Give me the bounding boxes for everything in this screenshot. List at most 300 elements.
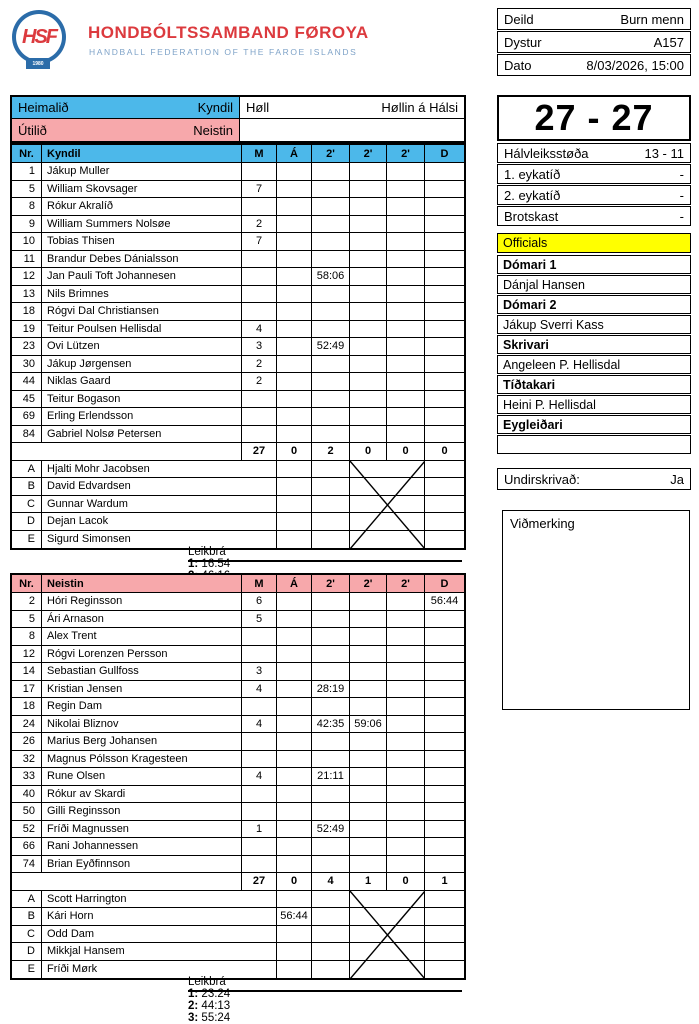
player-cell xyxy=(350,391,387,409)
player-cell xyxy=(242,733,277,751)
score-row xyxy=(497,143,691,163)
player-row xyxy=(12,663,464,681)
player-row xyxy=(12,733,464,751)
player-cell: 18 xyxy=(12,303,42,321)
player-cell xyxy=(277,251,312,269)
score-box xyxy=(497,95,691,227)
player-cell xyxy=(350,408,387,426)
player-cell xyxy=(350,838,387,856)
player-cell xyxy=(425,733,464,751)
official-name: Angeleen P. Hellisdal xyxy=(497,355,691,374)
player-cell: 14 xyxy=(12,663,42,681)
bench-row xyxy=(12,513,464,531)
info-value: A157 xyxy=(653,34,684,50)
info-label: Deild xyxy=(504,11,534,27)
player-name: Magnus Pólsson Kragesteen xyxy=(42,751,242,769)
player-cell xyxy=(387,838,425,856)
official-name: Heini P. Hellisdal xyxy=(497,395,691,414)
bench-cell xyxy=(312,926,350,944)
column-header: D xyxy=(425,575,464,593)
player-name: Erling Erlendsson xyxy=(42,408,242,426)
score-row-value: - xyxy=(679,208,684,224)
player-cell xyxy=(242,408,277,426)
player-row xyxy=(12,821,464,839)
official-role: Tíðtakari xyxy=(497,375,691,394)
player-cell xyxy=(425,233,464,251)
bench-cell xyxy=(425,513,464,531)
player-cell xyxy=(277,681,312,699)
player-cell: 56:44 xyxy=(425,593,464,611)
totals-cell: 2 xyxy=(312,443,350,461)
timeout-mark: 3: 55:24 xyxy=(188,1012,231,1024)
player-cell: 10 xyxy=(12,233,42,251)
player-cell xyxy=(425,303,464,321)
bench-cell: B xyxy=(12,478,42,496)
player-cell xyxy=(312,646,350,664)
player-cell: 5 xyxy=(12,611,42,629)
player-cell xyxy=(425,698,464,716)
player-cell: 66 xyxy=(12,838,42,856)
federation-logo xyxy=(10,8,74,74)
player-cell: 4 xyxy=(242,681,277,699)
player-name: Rune Olsen xyxy=(42,768,242,786)
bench-cell xyxy=(312,461,350,479)
player-cell xyxy=(312,628,350,646)
column-header: Neistin xyxy=(42,575,242,593)
player-cell xyxy=(277,646,312,664)
logo-year-banner: 1980 xyxy=(26,58,50,69)
player-cell xyxy=(277,698,312,716)
timeouts-label: Leikbrá xyxy=(188,546,226,558)
score-row-label: 1. eykatíð xyxy=(504,166,561,182)
player-cell xyxy=(242,268,277,286)
player-cell xyxy=(242,646,277,664)
bench-cell: E xyxy=(12,961,42,979)
player-name: Gilli Reginsson xyxy=(42,803,242,821)
player-cell: 2 xyxy=(242,373,277,391)
remarks-label: Viðmerking xyxy=(510,516,575,531)
official-role: Skrivari xyxy=(497,335,691,354)
player-row xyxy=(12,163,464,181)
signed-box xyxy=(497,468,691,490)
player-cell: 7 xyxy=(242,181,277,199)
bench-cell xyxy=(312,513,350,531)
player-name: Rógvi Dal Christiansen xyxy=(42,303,242,321)
totals-cell xyxy=(12,443,242,461)
player-cell xyxy=(350,698,387,716)
signed-value: Ja xyxy=(670,471,684,487)
player-cell: 32 xyxy=(12,751,42,769)
player-cell: 3 xyxy=(242,663,277,681)
player-name: Jákup Muller xyxy=(42,163,242,181)
totals-row xyxy=(12,873,464,891)
player-name: Nikolai Bliznov xyxy=(42,716,242,734)
player-cell: 2 xyxy=(242,216,277,234)
player-row xyxy=(12,356,464,374)
player-name: Jákup Jørgensen xyxy=(42,356,242,374)
player-cell xyxy=(425,163,464,181)
player-cell xyxy=(350,338,387,356)
bench-cell: D xyxy=(12,513,42,531)
player-cell: 4 xyxy=(242,768,277,786)
player-row xyxy=(12,338,464,356)
player-row xyxy=(12,628,464,646)
player-name: Marius Berg Johansen xyxy=(42,733,242,751)
player-name: Alex Trent xyxy=(42,628,242,646)
bench-cell: C xyxy=(12,496,42,514)
signed-label: Undirskrivað: xyxy=(504,471,580,487)
player-name: Sebastian Gullfoss xyxy=(42,663,242,681)
player-cell xyxy=(425,286,464,304)
player-cell xyxy=(387,698,425,716)
player-cell xyxy=(312,251,350,269)
player-row xyxy=(12,321,464,339)
player-cell xyxy=(387,426,425,444)
bench-name: Fríði Mørk xyxy=(42,961,277,979)
player-cell xyxy=(277,373,312,391)
player-cell xyxy=(350,198,387,216)
timeout-mark: 1: 23:24 xyxy=(188,988,231,1000)
player-row xyxy=(12,426,464,444)
player-cell xyxy=(350,321,387,339)
timeout-mark: 2: 44:13 xyxy=(188,1000,231,1012)
column-header: Nr. xyxy=(12,575,42,593)
column-header: 2' xyxy=(387,145,425,163)
player-cell xyxy=(312,838,350,856)
player-cell xyxy=(350,268,387,286)
player-cell xyxy=(312,663,350,681)
player-cell: 40 xyxy=(12,786,42,804)
info-label: Dato xyxy=(504,57,532,73)
player-cell: 1 xyxy=(12,163,42,181)
official-name: Jákup Sverri Kass xyxy=(497,315,691,334)
bench-cell xyxy=(350,496,425,514)
player-cell xyxy=(425,716,464,734)
player-cell xyxy=(312,181,350,199)
score-row-label: Brotskast xyxy=(504,208,559,224)
totals-cell: 0 xyxy=(277,443,312,461)
player-cell xyxy=(387,391,425,409)
player-row xyxy=(12,181,464,199)
column-header: Kyndil xyxy=(42,145,242,163)
bench-cell xyxy=(277,926,312,944)
player-cell: 4 xyxy=(242,321,277,339)
player-cell: 26 xyxy=(12,733,42,751)
player-cell xyxy=(312,803,350,821)
player-cell xyxy=(350,163,387,181)
federation-subtitle: HANDBALL FEDERATION OF THE FAROE ISLANDS xyxy=(89,47,358,57)
player-cell xyxy=(312,856,350,874)
player-cell xyxy=(425,751,464,769)
player-cell: 23 xyxy=(12,338,42,356)
table-header-row xyxy=(12,145,464,163)
home-timeouts-bar xyxy=(188,546,462,570)
player-name: Hóri Reginsson xyxy=(42,593,242,611)
totals-cell: 1 xyxy=(425,873,464,891)
player-cell xyxy=(387,356,425,374)
player-cell xyxy=(425,391,464,409)
player-cell xyxy=(242,698,277,716)
column-header: 2' xyxy=(350,145,387,163)
player-cell xyxy=(425,268,464,286)
totals-cell: 27 xyxy=(242,873,277,891)
player-cell xyxy=(350,373,387,391)
player-cell: 13 xyxy=(12,286,42,304)
player-cell xyxy=(387,751,425,769)
player-cell xyxy=(425,356,464,374)
player-cell xyxy=(387,716,425,734)
player-cell xyxy=(387,198,425,216)
official-name: Dánjal Hansen xyxy=(497,275,691,294)
player-cell xyxy=(387,373,425,391)
player-cell xyxy=(350,356,387,374)
player-cell xyxy=(312,373,350,391)
bench-cell xyxy=(350,943,425,961)
totals-cell: 1 xyxy=(350,873,387,891)
bench-cell xyxy=(312,908,350,926)
player-name: Ovi Lützen xyxy=(42,338,242,356)
player-cell: 24 xyxy=(12,716,42,734)
player-cell xyxy=(277,303,312,321)
bench-cell xyxy=(350,478,425,496)
info-value: Burn menn xyxy=(620,11,684,27)
player-cell xyxy=(312,426,350,444)
player-cell: 45 xyxy=(12,391,42,409)
column-header: Á xyxy=(277,145,312,163)
player-name: Fríði Magnussen xyxy=(42,821,242,839)
player-cell xyxy=(350,611,387,629)
player-row xyxy=(12,268,464,286)
player-cell xyxy=(425,803,464,821)
player-cell xyxy=(350,593,387,611)
player-cell xyxy=(387,268,425,286)
official-role: Eygleiðari xyxy=(497,415,691,434)
logo-ball-icon xyxy=(12,10,66,64)
player-row xyxy=(12,786,464,804)
player-cell xyxy=(312,786,350,804)
match-info-row xyxy=(497,8,691,30)
player-cell: 44 xyxy=(12,373,42,391)
info-value: 8/03/2026, 15:00 xyxy=(586,57,684,73)
player-row xyxy=(12,286,464,304)
player-cell xyxy=(242,838,277,856)
player-cell xyxy=(277,768,312,786)
bench-row xyxy=(12,461,464,479)
bench-row xyxy=(12,496,464,514)
player-cell xyxy=(387,786,425,804)
player-cell xyxy=(387,251,425,269)
player-cell xyxy=(312,216,350,234)
player-cell xyxy=(387,163,425,181)
player-cell xyxy=(277,593,312,611)
player-cell xyxy=(387,286,425,304)
player-cell xyxy=(277,426,312,444)
player-row xyxy=(12,838,464,856)
player-cell xyxy=(425,373,464,391)
player-cell xyxy=(242,856,277,874)
player-cell xyxy=(350,233,387,251)
player-cell xyxy=(277,751,312,769)
bench-cell: A xyxy=(12,461,42,479)
player-cell xyxy=(350,733,387,751)
bench-cell xyxy=(425,943,464,961)
player-row xyxy=(12,803,464,821)
bench-cell xyxy=(350,908,425,926)
score-row xyxy=(497,185,691,205)
player-name: Niklas Gaard xyxy=(42,373,242,391)
official-name xyxy=(497,435,691,454)
bench-row xyxy=(12,478,464,496)
player-cell xyxy=(425,628,464,646)
player-cell: 33 xyxy=(12,768,42,786)
column-header: D xyxy=(425,145,464,163)
away-timeouts-bar xyxy=(188,976,462,1024)
player-cell: 52 xyxy=(12,821,42,839)
player-cell xyxy=(387,321,425,339)
player-row xyxy=(12,593,464,611)
bench-cell xyxy=(350,926,425,944)
player-cell xyxy=(425,646,464,664)
player-cell xyxy=(312,303,350,321)
player-cell xyxy=(425,611,464,629)
player-row xyxy=(12,391,464,409)
player-name: Nils Brimnes xyxy=(42,286,242,304)
player-cell: 7 xyxy=(242,233,277,251)
player-cell xyxy=(425,768,464,786)
column-header: Á xyxy=(277,575,312,593)
match-info-row xyxy=(497,31,691,53)
totals-cell: 0 xyxy=(387,443,425,461)
column-header: 2' xyxy=(312,575,350,593)
bench-cell xyxy=(277,496,312,514)
player-name: Regin Dam xyxy=(42,698,242,716)
player-cell xyxy=(277,611,312,629)
player-cell xyxy=(387,733,425,751)
player-cell: 8 xyxy=(12,198,42,216)
player-cell: 12 xyxy=(12,268,42,286)
bench-name: Sigurd Simonsen xyxy=(42,531,277,549)
player-cell xyxy=(387,233,425,251)
player-name: William Skovsager xyxy=(42,181,242,199)
player-cell xyxy=(312,698,350,716)
player-cell xyxy=(387,663,425,681)
hall-label: Høll xyxy=(246,100,270,115)
player-cell: 5 xyxy=(242,611,277,629)
player-cell xyxy=(387,408,425,426)
bench-name: Odd Dam xyxy=(42,926,277,944)
totals-cell xyxy=(12,873,242,891)
totals-cell: 27 xyxy=(242,443,277,461)
timeouts-label: Leikbrá xyxy=(188,976,226,988)
player-cell xyxy=(387,856,425,874)
player-cell xyxy=(387,181,425,199)
player-cell xyxy=(312,751,350,769)
player-cell: 69 xyxy=(12,408,42,426)
bench-cell: A xyxy=(12,891,42,909)
player-cell xyxy=(387,681,425,699)
player-cell xyxy=(350,751,387,769)
player-cell xyxy=(277,268,312,286)
player-cell xyxy=(387,611,425,629)
player-cell xyxy=(277,856,312,874)
player-cell: 12 xyxy=(12,646,42,664)
player-cell xyxy=(425,838,464,856)
player-cell xyxy=(242,628,277,646)
bench-row xyxy=(12,908,464,926)
player-cell xyxy=(387,593,425,611)
totals-cell: 0 xyxy=(425,443,464,461)
player-cell: 58:06 xyxy=(312,268,350,286)
match-info-row xyxy=(497,54,691,76)
player-cell: 52:49 xyxy=(312,338,350,356)
player-cell xyxy=(425,821,464,839)
player-cell xyxy=(312,611,350,629)
player-name: Rógvi Lorenzen Persson xyxy=(42,646,242,664)
player-cell xyxy=(242,198,277,216)
player-name: Teitur Poulsen Hellisdal xyxy=(42,321,242,339)
player-cell xyxy=(387,768,425,786)
bench-cell xyxy=(425,908,464,926)
bench-row xyxy=(12,926,464,944)
player-cell xyxy=(425,408,464,426)
bench-cell xyxy=(277,943,312,961)
player-name: Teitur Bogason xyxy=(42,391,242,409)
player-cell: 5 xyxy=(12,181,42,199)
bench-cell: C xyxy=(12,926,42,944)
player-cell xyxy=(350,628,387,646)
player-cell xyxy=(350,251,387,269)
bench-cell xyxy=(277,513,312,531)
score-row xyxy=(497,206,691,226)
column-header: Nr. xyxy=(12,145,42,163)
bench-name: David Edvardsen xyxy=(42,478,277,496)
home-team-cell xyxy=(12,97,240,119)
remarks-box xyxy=(502,510,690,710)
player-cell xyxy=(277,803,312,821)
score-row xyxy=(497,164,691,184)
player-cell: 4 xyxy=(242,716,277,734)
bench-cell: B xyxy=(12,908,42,926)
player-cell: 19 xyxy=(12,321,42,339)
column-header: 2' xyxy=(350,575,387,593)
player-cell xyxy=(242,163,277,181)
player-row xyxy=(12,751,464,769)
player-cell xyxy=(277,338,312,356)
player-cell xyxy=(350,646,387,664)
hall-cell-empty xyxy=(240,119,464,141)
player-cell xyxy=(277,391,312,409)
column-header: 2' xyxy=(387,575,425,593)
bench-name: Mikkjal Hansem xyxy=(42,943,277,961)
federation-name: HONDBÓLTSSAMBAND FØROYA xyxy=(88,23,369,42)
bench-cell xyxy=(312,496,350,514)
bench-cell xyxy=(312,891,350,909)
player-cell: 6 xyxy=(242,593,277,611)
player-cell xyxy=(350,216,387,234)
player-row xyxy=(12,681,464,699)
player-row xyxy=(12,216,464,234)
bench-name: Hjalti Mohr Jacobsen xyxy=(42,461,277,479)
bench-cell xyxy=(425,478,464,496)
bench-cell xyxy=(425,926,464,944)
official-role: Dómari 1 xyxy=(497,255,691,274)
player-cell xyxy=(277,233,312,251)
column-header: M xyxy=(242,145,277,163)
away-team-table xyxy=(10,573,466,980)
totals-cell: 0 xyxy=(387,873,425,891)
player-cell xyxy=(242,786,277,804)
player-cell xyxy=(312,198,350,216)
